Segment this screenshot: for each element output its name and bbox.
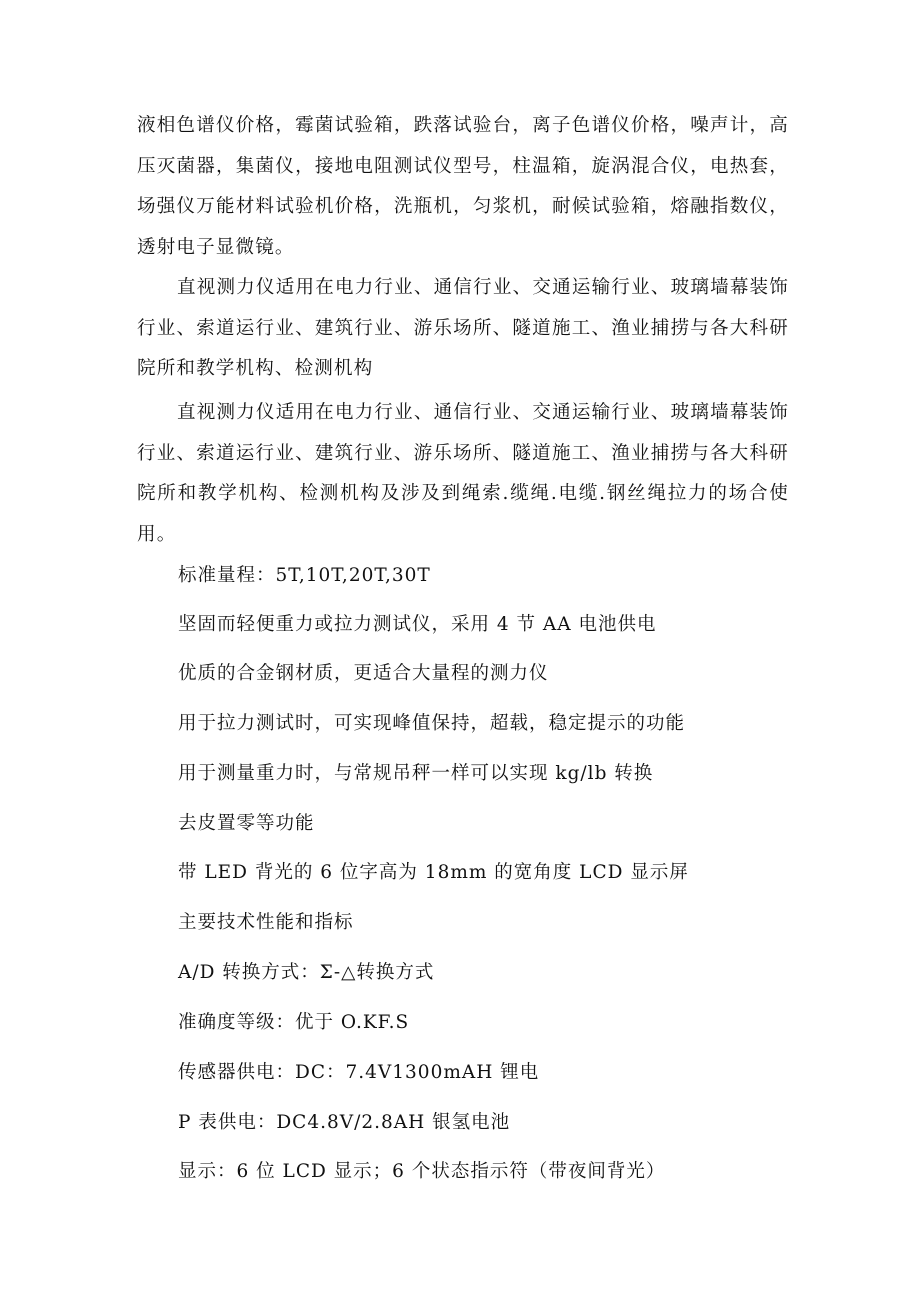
spec-line-peak-hold: 用于拉力测试时，可实现峰值保持，超载，稳定提示的功能 xyxy=(178,713,686,734)
spec-line-material: 优质的合金钢材质，更适合大量程的测力仪 xyxy=(178,663,549,684)
spec-line-battery: 坚固而轻便重力或拉力测试仪，采用 4 节 AA 电池供电 xyxy=(178,614,657,635)
paragraph-application-full: 直视测力仪适用在电力行业、通信行业、交通运输行业、玻璃墙幕装饰行业、索道运行业、建筑行业、游乐场所、隧道施工、渔业捕捞与各大科研院所和教学机构、检测机构及涉及到绳索.缆绳.电缆.钢丝绳拉力的场合使用。 xyxy=(137,402,789,545)
spec-section-heading: 主要技术性能和指标 xyxy=(178,912,354,933)
spec-line-display: 带 LED 背光的 6 位字高为 18mm 的宽角度 LCD 显示屏 xyxy=(178,862,689,883)
spec-line-range: 标准量程：5T,10T,20T,30T xyxy=(178,565,431,586)
spec-line-meter-power: P 表供电：DC4.8V/2.8AH 银氢电池 xyxy=(178,1112,511,1133)
spec-line-ad-conversion: A/D 转换方式：Σ-△转换方式 xyxy=(178,962,435,983)
paragraph-instrument-list: 液相色谱仪价格，霉菌试验箱，跌落试验台，离子色谱仪价格，噪声计，高压灭菌器，集菌仪，接地电阻测试仪型号，柱温箱，旋涡混合仪，电热套，场强仪万能材料试验机价格，洗瓶机，匀浆机，耐候试验箱，熔融指数仪，透射电子显微镜。 xyxy=(137,115,789,258)
spec-line-lcd-display: 显示：6 位 LCD 显示；6 个状态指示符（带夜间背光） xyxy=(178,1161,666,1182)
paragraph-application-short: 直视测力仪适用在电力行业、通信行业、交通运输行业、玻璃墙幕装饰行业、索道运行业、建筑行业、游乐场所、隧道施工、渔业捕捞与各大科研院所和教学机构、检测机构 xyxy=(137,277,789,379)
spec-line-unit-conversion: 用于测量重力时，与常规吊秤一样可以实现 kg/lb 转换 xyxy=(178,763,654,784)
spec-line-accuracy: 准确度等级：优于 O.KF.S xyxy=(178,1012,410,1033)
spec-line-tare: 去皮置零等功能 xyxy=(178,813,315,834)
spec-line-sensor-power: 传感器供电：DC：7.4V1300mAH 锂电 xyxy=(178,1062,540,1083)
